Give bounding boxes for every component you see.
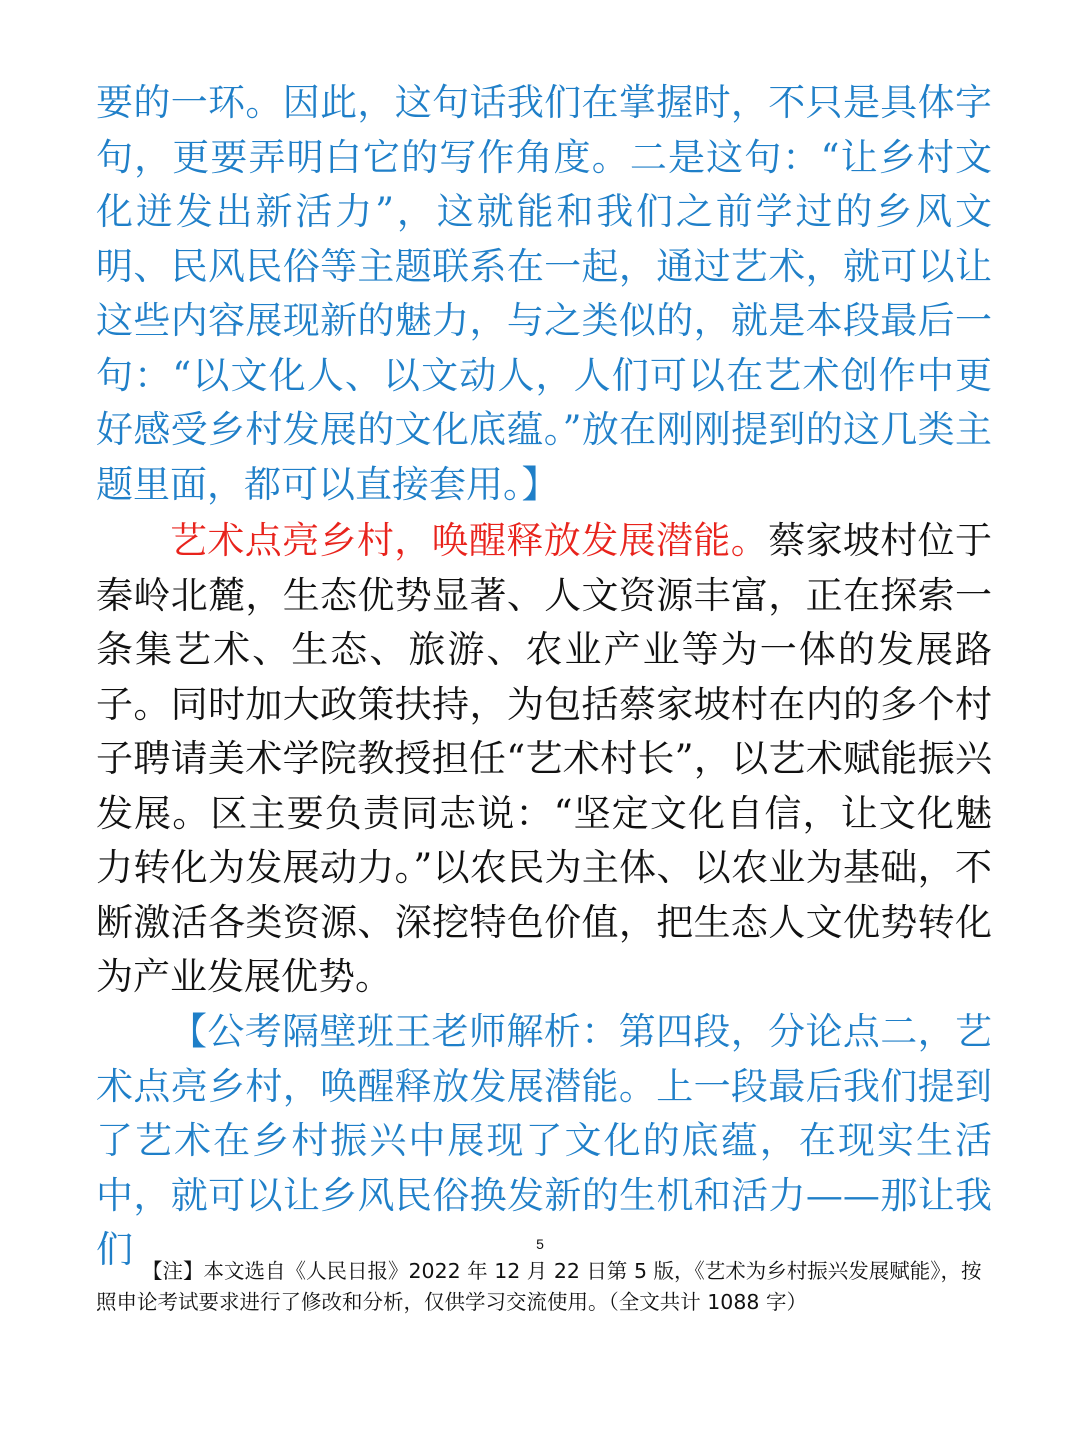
body-paragraph [96, 514, 992, 1005]
section-heading: 艺术点亮乡村，唤醒释放发展潜能。 [170, 519, 769, 562]
footnote: 【注】本文选自《人民日报》2022 年 12 月 22 日第 5 版，《艺术为乡村振兴发展赋能》，按照申论考试要求进行了修改和分析，仅供学习交流使用。（全文共计 1088 字） [96, 1259, 982, 1314]
analysis-paragraph-continued: 要的一环。因此，这句话我们在掌握时，不只是具体字句，更要弄明白它的写作角度。二是这句：“让乡村文化迸发出新活力”，这就能和我们之前学过的乡风文明、民风民俗等主题联系在一起，通过艺术，就可以让这些内容展现新的魅力，与之类似的，就是本段最后一句：“以文化人、以文动人，人们可以在艺术创作中更好感受乡村发展的文化底蕴。”放在刚刚提到的这几类主题里面，都可以直接套用。】 [96, 81, 992, 506]
body-paragraph-text: 蔡家坡村位于秦岭北麓，生态优势显著、人文资源丰富，正在探索一条集艺术、生态、旅游、农业产业等为一体的发展路子。同时加大政策扶持，为包括蔡家坡村在内的多个村子聘请美术学院教授担任“艺术村长”，以艺术赋能振兴发展。区主要负责同志说：“坚定文化自信，让文化魅力转化为发展动力。”以农民为主体、以农业为基础，不断激活各类资源、深挖特色价值，把生态人文优势转化为产业发展优势。 [96, 519, 993, 998]
page-number: 5 [536, 1236, 544, 1252]
analysis-paragraph: 【公考隔壁班王老师解析：第四段，分论点二，艺术点亮乡村，唤醒释放发展潜能。上一段最后我们提到了艺术在乡村振兴中展现了文化的底蕴，在现实生活中，就可以让乡风民俗换发新的生机和活力——那让我们 [96, 1010, 992, 1271]
